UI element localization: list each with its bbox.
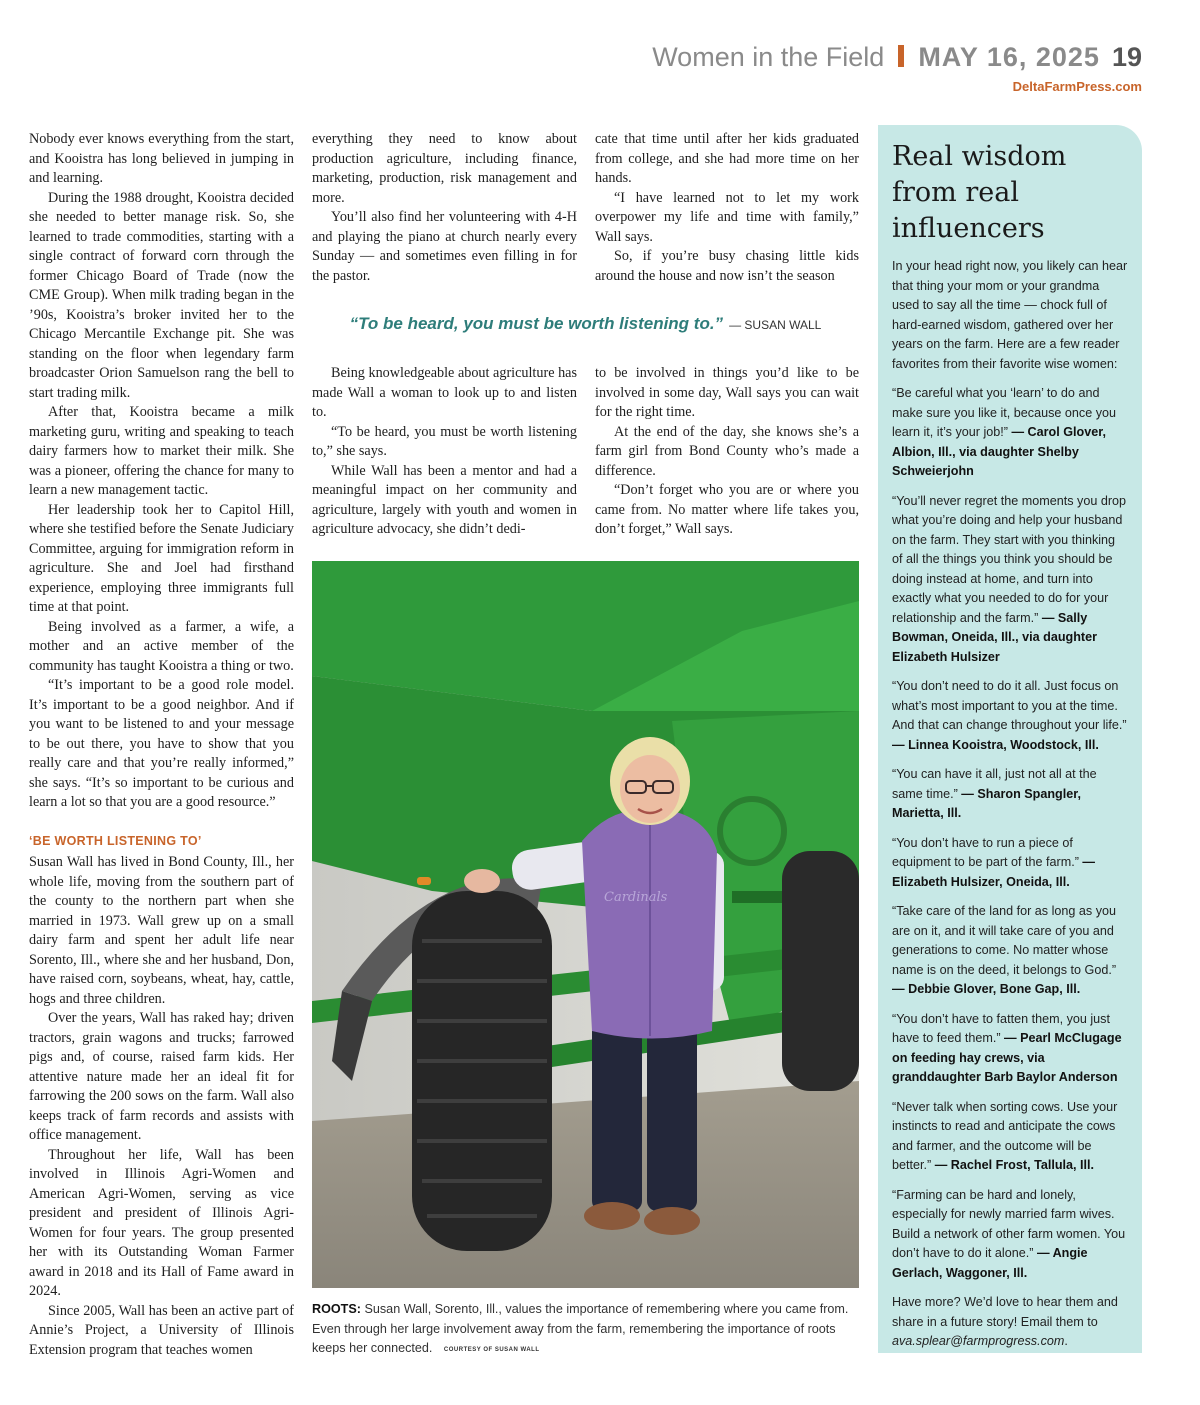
sidebar-quote	[892, 902, 1129, 1000]
paragraph: “Don’t forget who you are or where you came from. No matter where life takes you, don’t forget,” Wall says.	[595, 482, 859, 537]
paragraph: Since 2005, Wall has been an active part of Annie’s Project, a University of Illinois Extension program that teaches women	[29, 1302, 294, 1358]
email-link[interactable]: ava.splear@farmprogress.com	[892, 1334, 1065, 1348]
vest-logo-text: Cardinals	[604, 890, 668, 905]
quote-attribution: — Rachel Frost, Tallula, Ill.	[934, 1158, 1095, 1172]
paragraph: “To be heard, you must be worth listening to,” she says.	[312, 423, 577, 459]
caption-text: Susan Wall, Sorento, Ill., values the importance of remembering where you came from. Even through her large involvement away from the farm, remembering the importance of roots keeps her connected.	[312, 1302, 849, 1355]
quote-attribution: — Elizabeth Hulsizer, Oneida, Ill.	[892, 855, 1096, 889]
paragraph: During the 1988 drought, Kooistra decided she needed to better manage risk. So, she learned to trade commodities, starting with a single contract of forward corn through the former Chicago Board of Trade (now the CME Group). When milk trading began in the ’90s, Kooistra’s broker invited her to the Chicago Mercantile Exchange pit. She was standing on the floor when legendary farm broadcaster Orion Samuelson rang the bell to start trading milk.	[29, 189, 294, 401]
photo-illustration	[312, 561, 859, 1288]
page-number: 19	[1111, 42, 1142, 72]
article-column-2-bottom	[312, 364, 577, 540]
page-header	[652, 44, 1142, 94]
quote-text: “You can have it all, just not all at the same time.”	[892, 767, 1097, 801]
section-title: Women in the Field	[652, 42, 885, 72]
article-column-2-top	[312, 130, 577, 286]
pull-quote-attribution: — SUSAN WALL	[729, 318, 822, 332]
sidebar-quote	[892, 677, 1129, 755]
quote-text: “Be careful what you ‘learn’ to do and make sure you like it, because once you learn it, it’s your job!”	[892, 386, 1117, 439]
photo-credit: COURTESY OF SUSAN WALL	[443, 1347, 540, 1353]
sidebar-quote	[892, 765, 1129, 824]
quote-text: “You don’t need to do it all. Just focus on what’s most important to you at the time. And that can change throughout your life.”	[892, 679, 1127, 732]
site-link[interactable]: DeltaFarmPress.com	[1012, 79, 1142, 94]
paragraph: cate that time until after her kids graduated from college, and she had more time on her hands.	[595, 131, 859, 186]
paragraph: everything they need to know about production agriculture, including finance, marketing, production, risk management and more.	[312, 131, 577, 206]
paragraph: So, if you’re busy chasing little kids around the house and now isn’t the season	[595, 248, 859, 284]
paragraph: Being involved as a farmer, a wife, a mother and an active member of the community has taught Kooistra a thing or two.	[29, 618, 294, 674]
sidebar-quote	[892, 1010, 1129, 1088]
header-line	[652, 44, 1142, 71]
sidebar-intro: In your head right now, you likely can hear that thing your mom or your grandma used to say all the time — chock full of hard-earned wisdom, gathered over her years on the farm. Here are a few reader favorites from their favorite wise women:	[892, 259, 1128, 371]
paragraph: to be involved in things you’d like to be involved in some day, Wall says you can wait for the right time.	[595, 365, 859, 420]
paragraph: At the end of the day, she knows she’s a farm girl from Bond County who’s made a difference.	[595, 423, 859, 479]
quote-attribution: — Carol Glover, Albion, Ill., via daughter Shelby Schweierjohn	[892, 425, 1106, 478]
paragraph: Susan Wall has lived in Bond County, Ill., her whole life, moving from the southern part of the county to the northern part when she married in 1973. Wall grew up on a small dairy farm and spent her adult life near Sorento, Ill., where she and her husband, Don, have raised corn, soybeans, wheat, hay, cattle, hogs and three children.	[29, 854, 294, 1007]
paragraph: Over the years, Wall has raked hay; driven tractors, grain wagons and trucks; farrowed pigs and, of course, raised farm kids. Her attentive nature made her an ideal fit for farrowing the 200 sows on the farm. Wall also keeps track of farm records and assists with office management.	[29, 1010, 294, 1143]
sidebar-quote	[892, 834, 1129, 893]
paragraph: After that, Kooistra became a milk marketing guru, writing and speaking to teach dairy farmers how to market their milk. She was a pioneer, offering the chance for many to learn a new management tactic.	[29, 404, 294, 498]
quote-attribution: — Linnea Kooistra, Woodstock, Ill.	[892, 737, 1099, 752]
paragraph: Her leadership took her to Capitol Hill, where she testified before the Senate Judiciary Committee, arguing for immigration reform in agriculture. She and Joel had firsthand experience, employing three immigrants full time at that point.	[29, 501, 294, 615]
pull-quote	[312, 314, 859, 334]
paragraph: Throughout her life, Wall has been involved in Illinois Agri-Women and American Agri-Women, serving as vice president and president of Illinois Agri-Women for four years. The group presented her with its Outstanding Woman Farmer award in 2018 and its Hall of Fame award in 2024.	[29, 1146, 294, 1299]
quote-text: “You don’t have to run a piece of equipment to be part of the farm.”	[892, 835, 1079, 869]
article-column-3-top	[595, 130, 859, 286]
paragraph: While Wall has been a mentor and had a meaningful impact on her community and agriculture, largely with youth and women in agriculture advocacy, she didn’t dedi-	[312, 462, 577, 537]
sidebar-closing: Have more? We’d love to hear them and share in a future story! Email them to ava.splear@farmprogress.com.	[892, 1295, 1118, 1348]
article-column-1	[29, 130, 294, 1360]
sidebar-title: Real wisdom from real influencers	[892, 141, 1067, 244]
paragraph: Nobody ever knows everything from the start, and Kooistra has long believed in jumping in and learning.	[29, 131, 294, 186]
sidebar-box	[878, 125, 1142, 1353]
pull-quote-text: “To be heard, you must be worth listening to.”	[349, 314, 724, 333]
article-column-3-bottom	[595, 364, 859, 540]
sidebar-quote	[892, 384, 1129, 482]
header-divider	[898, 45, 904, 67]
quote-text: “Take care of the land for as long as you are on it, and it will take care of you and generations to come. No matter whose name is on the deed, it belongs to God.”	[892, 904, 1117, 977]
quote-attribution: — Sally Bowman, Oneida, Ill., via daughter Elizabeth Hulsizer	[892, 610, 1098, 664]
quote-text: “You’ll never regret the moments you drop what you’re doing and help your husband on the farm. They start with you thinking of all the things you think you should be doing instead at home, and turn into exactly what you needed to do for your relationship and the farm.”	[892, 493, 1127, 625]
article-photo	[312, 561, 859, 1288]
sidebar-quote	[892, 1098, 1129, 1176]
quote-attribution: — Debbie Glover, Bone Gap, Ill.	[892, 982, 1081, 996]
paragraph: Being knowledgeable about agriculture has made Wall a woman to look up to and listen to.	[312, 365, 577, 420]
quote-attribution: — Sharon Spangler, Marietta, Ill.	[892, 786, 1081, 820]
closing-text: Have more? We’d love to hear them and share in a future story! Email them to	[892, 1295, 1118, 1329]
sidebar-quote	[892, 492, 1129, 668]
paragraph: “It’s important to be a good role model. It’s important to be a good neighbor. And if you want to be listened to and your message to be out there, you have to show that you really care and that you’re really informed,” she says. “It’s so important to be curious and learn a lot so that you are a good resource.”	[29, 677, 294, 810]
photo-caption	[312, 1300, 859, 1361]
paragraph: You’ll also find her volunteering with 4-H and playing the piano at church nearly every Sunday — and sometimes even filling in for the pastor.	[312, 209, 577, 284]
caption-label: ROOTS:	[312, 1302, 361, 1316]
paragraph: “I have learned not to let my work overpower my life and time with family,” Wall says.	[595, 189, 859, 245]
quote-text: “Farming can be hard and lonely, especially for newly married farm wives. Build a network of other farm women. You don’t have to do it alone.”	[892, 1187, 1126, 1260]
sidebar-quote	[892, 1186, 1129, 1284]
quote-attribution: — Angie Gerlach, Waggoner, Ill.	[892, 1246, 1088, 1280]
quote-text: “You don’t have to fatten them, you just have to feed them.”	[892, 1011, 1110, 1045]
quote-attribution: — Pearl McClugage on feeding hay crews, via granddaughter Barb Baylor Anderson	[892, 1031, 1122, 1084]
section-subhead: ‘BE WORTH LISTENING TO’	[29, 833, 202, 848]
issue-date: MAY 16, 2025	[918, 42, 1100, 72]
quote-text: “Never talk when sorting cows. Use your instincts to read and anticipate the cows and farmer, and the outcome will be better.”	[892, 1099, 1118, 1172]
